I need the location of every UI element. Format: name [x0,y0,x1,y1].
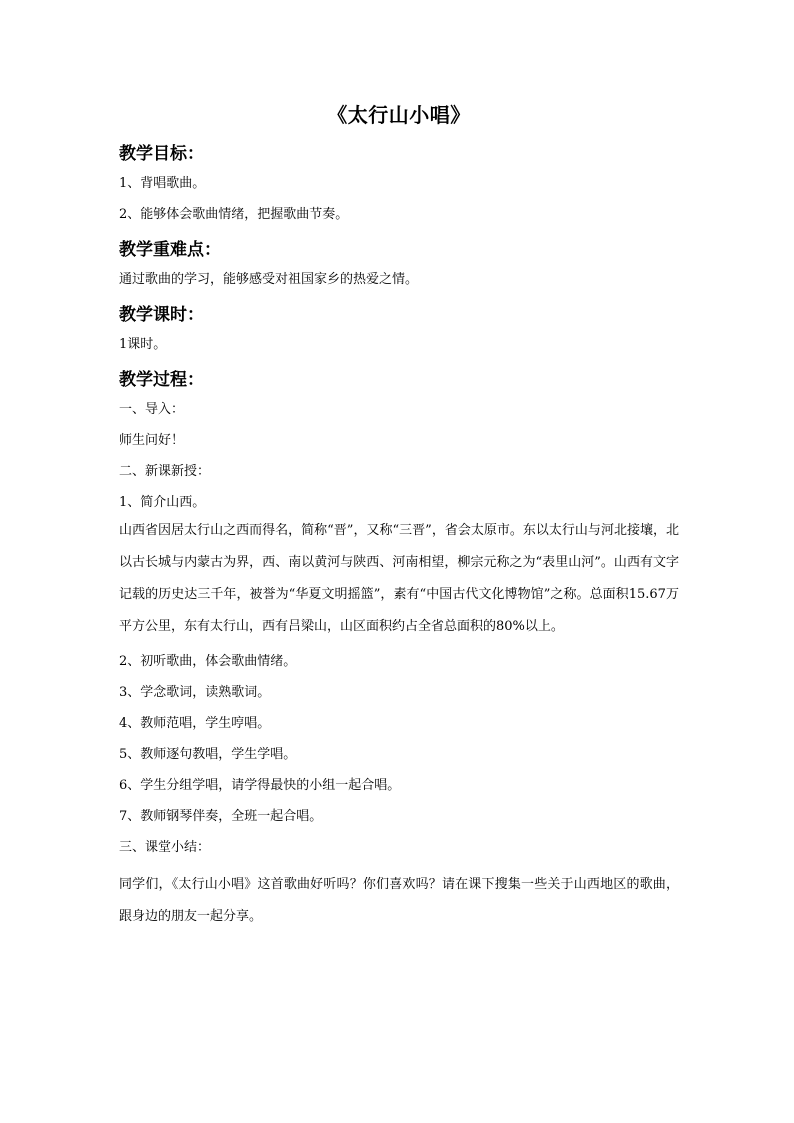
document-content [119,100,679,933]
process-part2-title: 二、新课新授： [119,464,211,479]
hours-text: 1课时。 [119,337,167,352]
process-step-7: 7、教师钢琴伴奏，全班一起合唱。 [119,809,323,824]
key-points-heading: 教学重难点： [119,240,221,260]
process-step-4: 4、教师范唱，学生哼唱。 [119,716,271,731]
key-points-text: 通过歌曲的学习，能够感受对祖国家乡的热爱之情。 [119,272,419,287]
process-step-2: 2、初听歌曲，体会歌曲情绪。 [119,654,297,669]
process-part1-text: 师生问好！ [119,433,185,448]
hours-heading: 教学课时： [119,305,204,325]
process-step-6: 6、学生分组学唱，请学得最快的小组一起合唱。 [119,778,401,793]
shanxi-intro-paragraph: 山西省因居太行山之西而得名，简称“晋”，又称“三晋”，省会太原市。东以太行山与河北接壤，北以古长城与内蒙古为界，西、南以黄河与陕西、河南相望，柳宗元称之为“表里山河”。山西有文字记载的历史达三千年，被誉为“华夏文明摇篮”，素有“中国古代文化博物馆”之称。总面积15.67万平方公里，东有太行山，西有吕梁山，山区面积约占全省总面积的80%以上。 [119,523,679,634]
goals-heading: 教学目标： [119,144,204,164]
document-title: 《太行山小唱》 [327,103,471,127]
process-step-1: 1、简介山西。 [119,495,206,510]
goal-item-2: 2、能够体会歌曲情绪，把握歌曲节奏。 [119,207,349,222]
goal-item-1: 1、背唱歌曲。 [119,176,206,191]
process-heading: 教学过程： [119,370,204,390]
summary-paragraph: 同学们，《太行山小唱》这首歌曲好听吗？你们喜欢吗？请在课下搜集一些关于山西地区的歌曲，跟身边的朋友一起分享。 [119,877,679,924]
process-step-5: 5、教师逐句教唱，学生学唱。 [119,747,297,762]
process-step-3: 3、学念歌词，读熟歌词。 [119,685,271,700]
process-part3-title: 三、课堂小结： [119,840,211,855]
process-part1-title: 一、导入： [119,402,185,417]
